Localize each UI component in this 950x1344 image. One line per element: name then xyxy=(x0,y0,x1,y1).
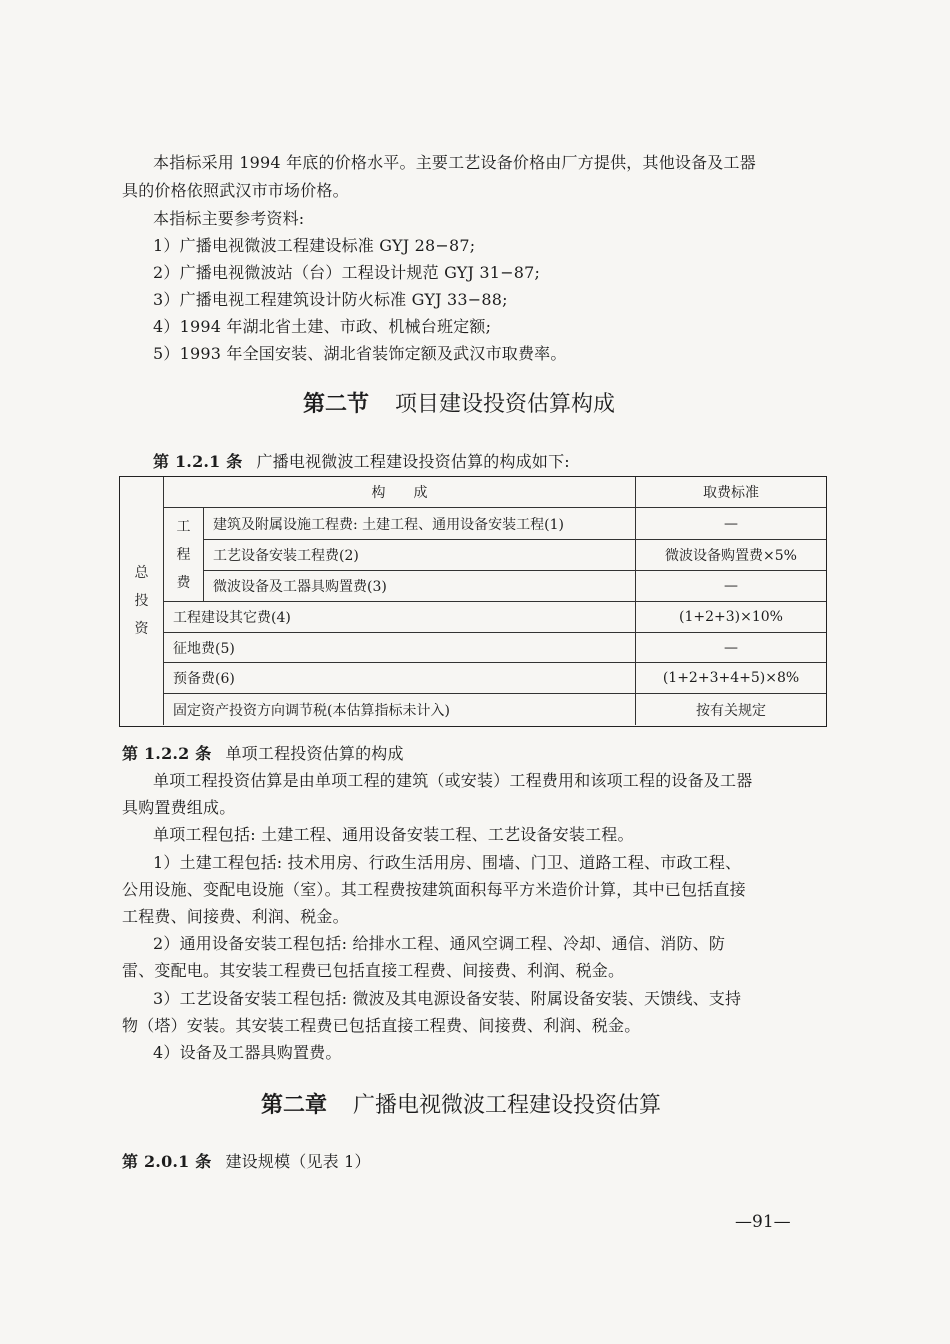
table-row-fee: 微波设备购置费×5% xyxy=(636,540,826,571)
article-label: 第 1.2.2 条 xyxy=(122,744,212,763)
total-char: 投 xyxy=(134,593,149,609)
table-row-fee: 按有关规定 xyxy=(696,702,766,719)
engineering-fee-group-cell xyxy=(164,508,204,602)
article-label: 第 1.2.1 条 xyxy=(153,452,243,471)
section-number: 第二节 xyxy=(303,391,370,417)
article-label: 第 2.0.1 条 xyxy=(122,1152,212,1171)
table-row-item: 预备费(6) xyxy=(164,663,636,694)
table-row-fee: — xyxy=(636,633,826,663)
reference-item-4: 4）1994 年湖北省土建、市政、机械台班定额; xyxy=(153,317,492,336)
paragraph-line: 物（塔）安装。其安装工程费已包括直接工程费、间接费、利润、税金。 xyxy=(122,1016,641,1035)
paragraph-line: 3）工艺设备安装工程包括: 微波及其电源设备安装、附属设备安装、天馈线、支持 xyxy=(153,989,742,1008)
header-composition: 构 成 xyxy=(164,477,636,508)
table-row-item: 工程建设其它费(4) xyxy=(164,602,636,633)
article-2-0-1 xyxy=(122,1148,371,1175)
header-fee-standard: 取费标准 xyxy=(636,477,826,508)
paragraph-line: 具购置费组成。 xyxy=(122,798,236,817)
total-investment-cell xyxy=(120,477,164,725)
chapter-number: 第二章 xyxy=(261,1092,328,1118)
paragraph-line: 4）设备及工器具购置费。 xyxy=(153,1043,342,1062)
paragraph-line: 单项工程包括: 土建工程、通用设备安装工程、工艺设备安装工程。 xyxy=(153,825,634,844)
chapter-title: 广播电视微波工程建设投资估算 xyxy=(353,1093,662,1118)
total-char: 资 xyxy=(134,621,149,637)
section-title: 项目建设投资估算构成 xyxy=(395,392,616,417)
intro-paragraph-line-2: 具的价格依照武汉市市场价格。 xyxy=(122,181,349,200)
section-heading xyxy=(303,389,615,420)
references-title: 本指标主要参考资料: xyxy=(153,209,305,228)
table-row-item: 建筑及附属设施工程费: 土建工程、通用设备安装工程(1) xyxy=(204,508,636,540)
article-text: 广播电视微波工程建设投资估算的构成如下: xyxy=(256,452,570,471)
page-number: —91— xyxy=(735,1212,791,1232)
table-row-fee: (1+2+3)×10% xyxy=(636,602,826,633)
eng-char: 费 xyxy=(176,574,191,591)
table-row-fee: — xyxy=(636,508,826,540)
paragraph-line: 1）土建工程包括: 技术用房、行政生活用房、围墙、门卫、道路工程、市政工程、 xyxy=(153,853,742,872)
table-row-item: 固定资产投资方向调节税(本估算指标未计入) xyxy=(164,694,636,725)
paragraph-line: 公用设施、变配电设施（室）。其工程费按建筑面积每平方米造价计算，其中已包括直接 xyxy=(122,880,746,899)
table-row-fee: (1+2+3+4+5)×8% xyxy=(636,663,826,694)
intro-paragraph-line-1: 本指标采用 1994 年底的价格水平。主要工艺设备价格由厂方提供，其他设备及工器 xyxy=(153,153,756,172)
total-char: 总 xyxy=(134,565,149,581)
reference-item-1: 1）广播电视微波工程建设标准 GYJ 28−87; xyxy=(153,236,476,255)
article-text: 建设规模（见表 1） xyxy=(225,1152,371,1171)
table-row-item: 微波设备及工器具购置费(3) xyxy=(204,571,636,602)
paragraph-line: 单项工程投资估算是由单项工程的建筑（或安装）工程费用和该项工程的设备及工器 xyxy=(153,771,753,790)
investment-composition-table xyxy=(119,476,827,727)
reference-item-3: 3）广播电视工程建筑设计防火标准 GYJ 33−88; xyxy=(153,290,508,309)
paragraph-line: 2）通用设备安装工程包括: 给排水工程、通风空调工程、冷却、通信、消防、防 xyxy=(153,934,726,953)
paragraph-line: 工程费、间接费、利润、税金。 xyxy=(122,907,349,926)
chapter-heading xyxy=(261,1090,661,1121)
article-text: 单项工程投资估算的构成 xyxy=(225,744,404,763)
paragraph-line: 雷、变配电。其安装工程费已包括直接工程费、间接费、利润、税金。 xyxy=(122,961,625,980)
reference-item-2: 2）广播电视微波站（台）工程设计规范 GYJ 31−87; xyxy=(153,263,541,282)
table-row-fee: — xyxy=(636,571,826,602)
table-row-item: 工艺设备安装工程费(2) xyxy=(204,540,636,571)
article-1-2-2 xyxy=(122,740,404,767)
table-row-item: 征地费(5) xyxy=(164,633,636,663)
eng-char: 工 xyxy=(176,518,191,535)
reference-item-5: 5）1993 年全国安装、湖北省装饰定额及武汉市取费率。 xyxy=(153,344,567,363)
article-1-2-1 xyxy=(153,448,570,475)
eng-char: 程 xyxy=(176,546,191,563)
